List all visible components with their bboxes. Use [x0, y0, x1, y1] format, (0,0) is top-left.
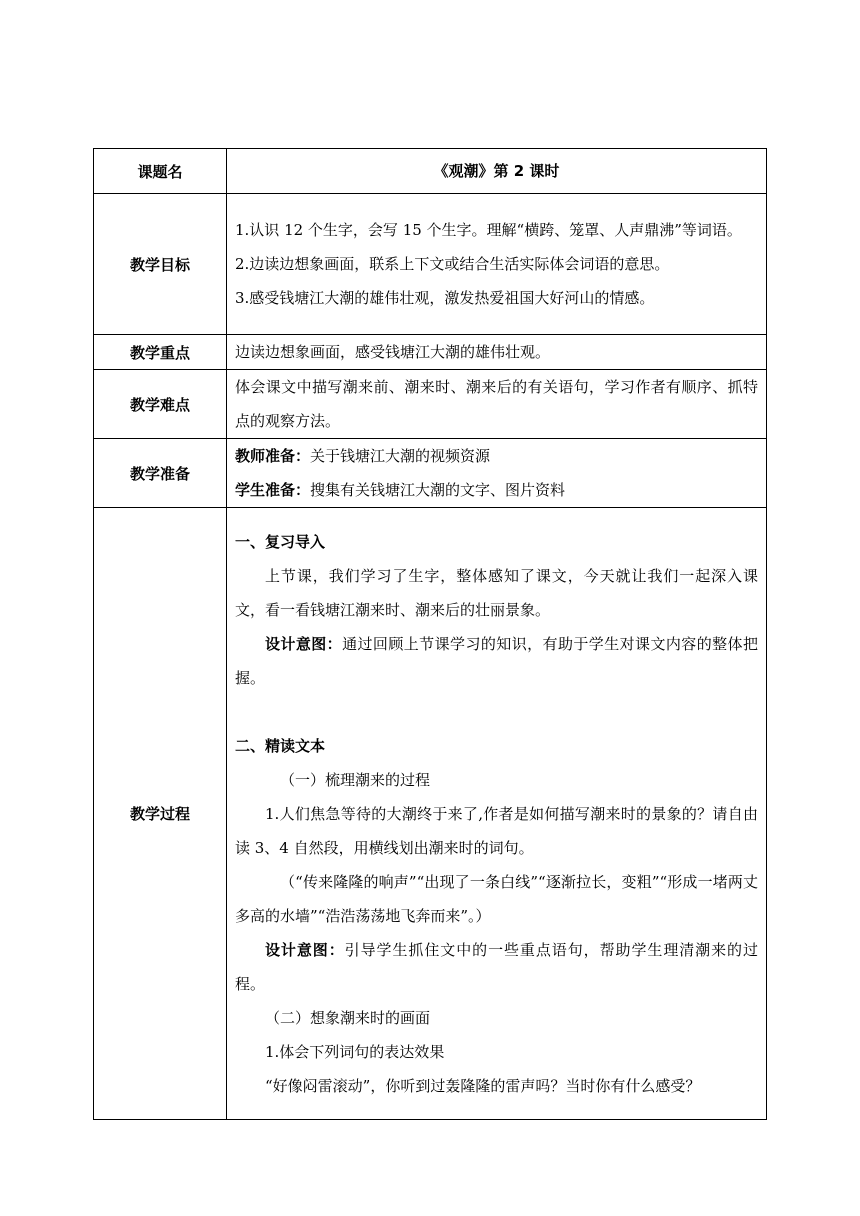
label-teaching-difficulty: 教学难点: [94, 370, 227, 439]
lesson-title-value: 《观潮》第 2 课时: [227, 149, 767, 194]
row-teaching-difficulty: [94, 370, 767, 439]
design-intent-text: 引导学生抓住文中的一些重点语句，帮助学生理清潮来的过程。: [235, 940, 758, 993]
goal-item: 1.认识 12 个生字，会写 15 个生字。理解“横跨、笼罩、人声鼎沸”等词语。: [235, 221, 742, 239]
label-lesson-title: 课题名: [94, 149, 227, 194]
goal-item: 3.感受钱塘江大潮的雄伟壮观，激发热爱祖国大好河山的情感。: [235, 289, 655, 307]
design-intent-label: 设计意图：: [265, 634, 343, 653]
teaching-preparation-content: [227, 439, 767, 508]
label-teaching-focus: 教学重点: [94, 335, 227, 370]
section-reading-title: 二、精读文本: [235, 736, 326, 755]
teaching-focus-text: 边读边想象画面，感受钱塘江大潮的雄伟壮观。: [227, 335, 767, 370]
row-teaching-process: [94, 508, 767, 1120]
subsection-process-answer: （“传来隆隆的响声”“出现了一条白线”“逐渐拉长，变粗”“形成一堵两丈多高的水墙”“浩浩荡荡地飞奔而来”。）: [235, 872, 758, 925]
teacher-preparation: [235, 439, 758, 473]
row-teaching-goals: [94, 194, 767, 335]
section-review-intent: [235, 627, 758, 695]
teaching-process-content: [227, 508, 767, 1120]
student-preparation: [235, 473, 758, 507]
design-intent-label: 设计意图：: [265, 940, 345, 959]
student-preparation-label: 学生准备：: [235, 481, 311, 499]
subsection-process-question: 1.人们焦急等待的大潮终于来了,作者是如何描写潮来时的景象的？请自由读 3、4 自然段，用横线划出潮来时的词句。: [235, 804, 758, 857]
teacher-preparation-label: 教师准备：: [235, 447, 311, 465]
design-intent-text: 通过回顾上节课学习的知识，有助于学生对课文内容的整体把握。: [235, 634, 758, 687]
student-preparation-text: 搜集有关钱塘江大潮的文字、图片资料: [310, 481, 566, 499]
lesson-plan-table: [93, 148, 767, 1120]
row-teaching-preparation: [94, 439, 767, 508]
label-teaching-process: 教学过程: [94, 508, 227, 1120]
lesson-plan-sheet: [93, 148, 767, 1120]
subsection-process-title: （一）梳理潮来的过程: [280, 770, 431, 789]
goal-item: 2.边读边想象画面，联系上下文或结合生活实际体会词语的意思。: [235, 255, 670, 273]
section-review-title: 一、复习导入: [235, 532, 326, 551]
section-review-paragraph: 上节课，我们学习了生字，整体感知了课文，今天就让我们一起深入课文，看一看钱塘江潮来时、潮来后的壮丽景象。: [235, 566, 758, 619]
teacher-preparation-text: 关于钱塘江大潮的视频资源: [310, 447, 491, 465]
subsection-imagine-text: “好像闷雷滚动”，你听到过轰隆隆的雷声吗？当时你有什么感受？: [265, 1076, 701, 1095]
subsection-imagine-title: （二）想象潮来时的画面: [265, 1008, 431, 1027]
teaching-goals-content: [227, 194, 767, 335]
blank-line: [235, 695, 758, 729]
label-teaching-preparation: 教学准备: [94, 439, 227, 508]
row-teaching-focus: [94, 335, 767, 370]
subsection-imagine-item: 1.体会下列词句的表达效果: [265, 1042, 445, 1061]
subsection-process-intent: [235, 933, 758, 1001]
row-lesson-title: [94, 149, 767, 194]
label-teaching-goals: 教学目标: [94, 194, 227, 335]
teaching-difficulty-text: 体会课文中描写潮来前、潮来时、潮来后的有关语句，学习作者有顺序、抓特点的观察方法。: [227, 370, 767, 439]
